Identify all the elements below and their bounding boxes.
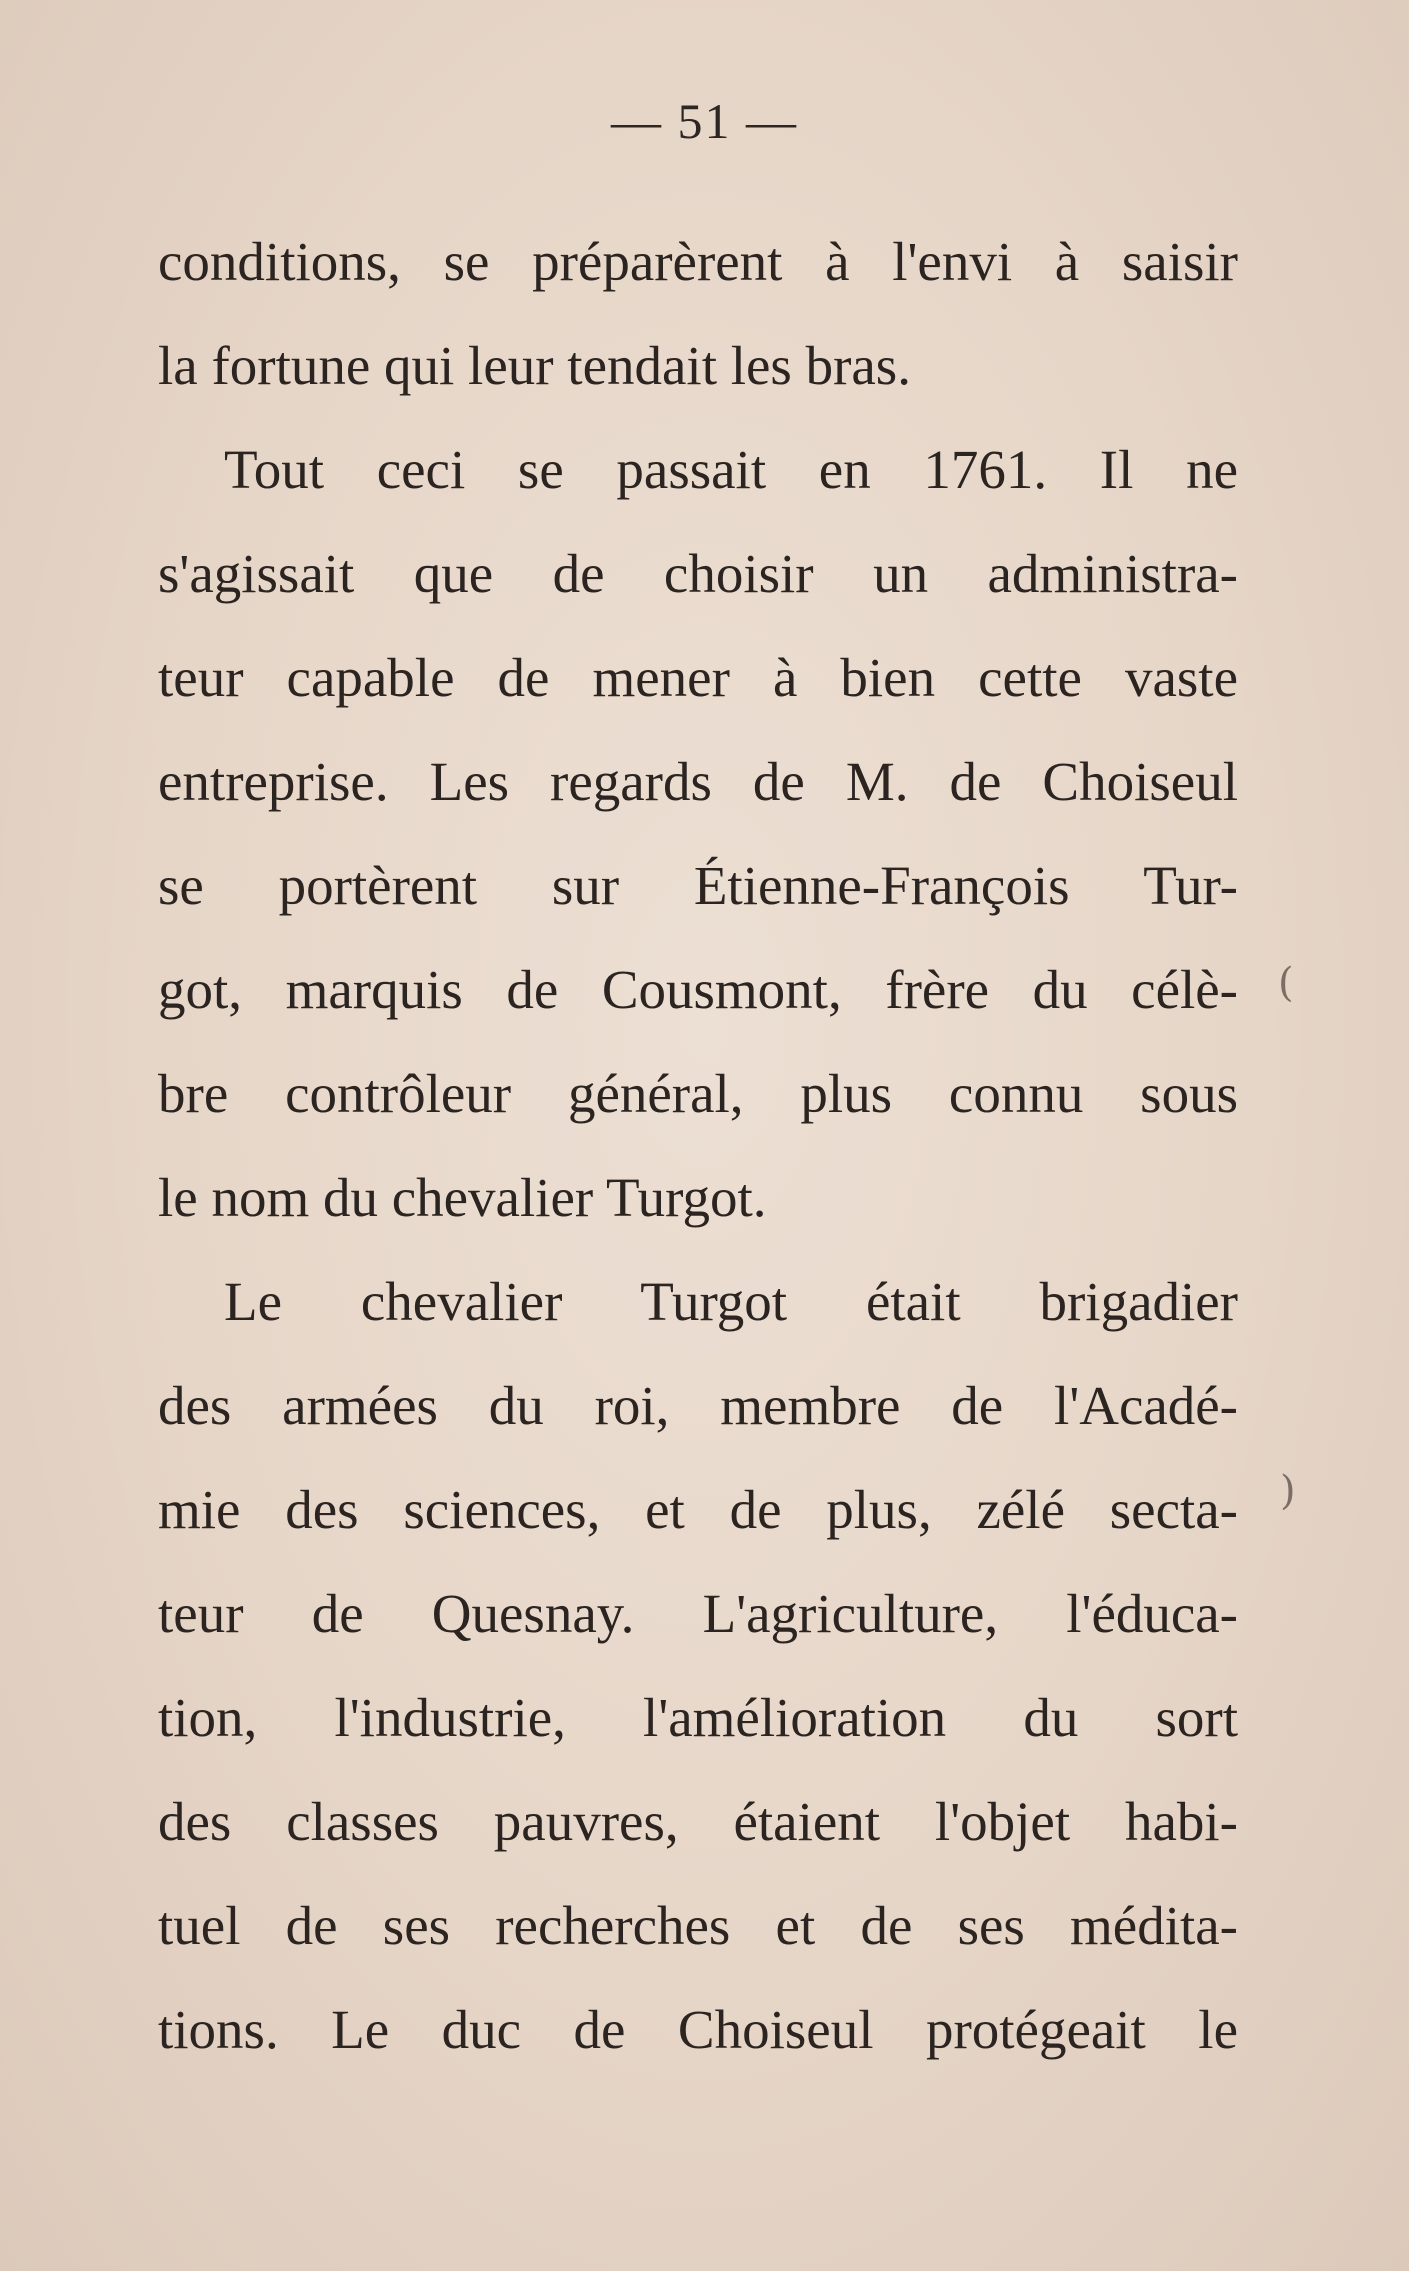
page-number: — 51 — bbox=[611, 93, 798, 149]
text-line: le nom du chevalier Turgot. bbox=[158, 1167, 767, 1228]
text-line: tuel de ses recherches et de ses médita- bbox=[158, 1895, 1238, 1956]
body-text bbox=[158, 210, 1238, 2082]
margin-bracket-mark: ) bbox=[1280, 1468, 1296, 1514]
text-line: Le chevalier Turgot était brigadier bbox=[224, 1271, 1238, 1332]
text-line: teur de Quesnay. L'agriculture, l'éduca- bbox=[158, 1583, 1238, 1644]
text-line: des classes pauvres, étaient l'objet habi- bbox=[158, 1791, 1238, 1852]
text-line: Tout ceci se passait en 1761. Il ne bbox=[224, 439, 1238, 500]
text-line: s'agissait que de choisir un administra- bbox=[158, 543, 1238, 604]
margin-bracket-mark: ( bbox=[1278, 960, 1294, 1006]
text-line: des armées du roi, membre de l'Acadé- bbox=[158, 1375, 1238, 1436]
text-line: se portèrent sur Étienne-François Tur- bbox=[158, 855, 1238, 916]
text-line: tions. Le duc de Choiseul protégeait le bbox=[158, 1999, 1238, 2060]
text-line: teur capable de mener à bien cette vaste bbox=[158, 647, 1238, 708]
text-line: entreprise. Les regards de M. de Choiseul bbox=[158, 751, 1238, 812]
text-line: tion, l'industrie, l'amélioration du sort bbox=[158, 1687, 1238, 1748]
text-line: mie des sciences, et de plus, zélé secta- bbox=[158, 1479, 1238, 1540]
text-line: bre contrôleur général, plus connu sous bbox=[158, 1063, 1238, 1124]
text-line: got, marquis de Cousmont, frère du célè- bbox=[158, 959, 1238, 1020]
text-line: la fortune qui leur tendait les bras. bbox=[158, 335, 911, 396]
text-line: conditions, se préparèrent à l'envi à saisir bbox=[158, 231, 1238, 292]
